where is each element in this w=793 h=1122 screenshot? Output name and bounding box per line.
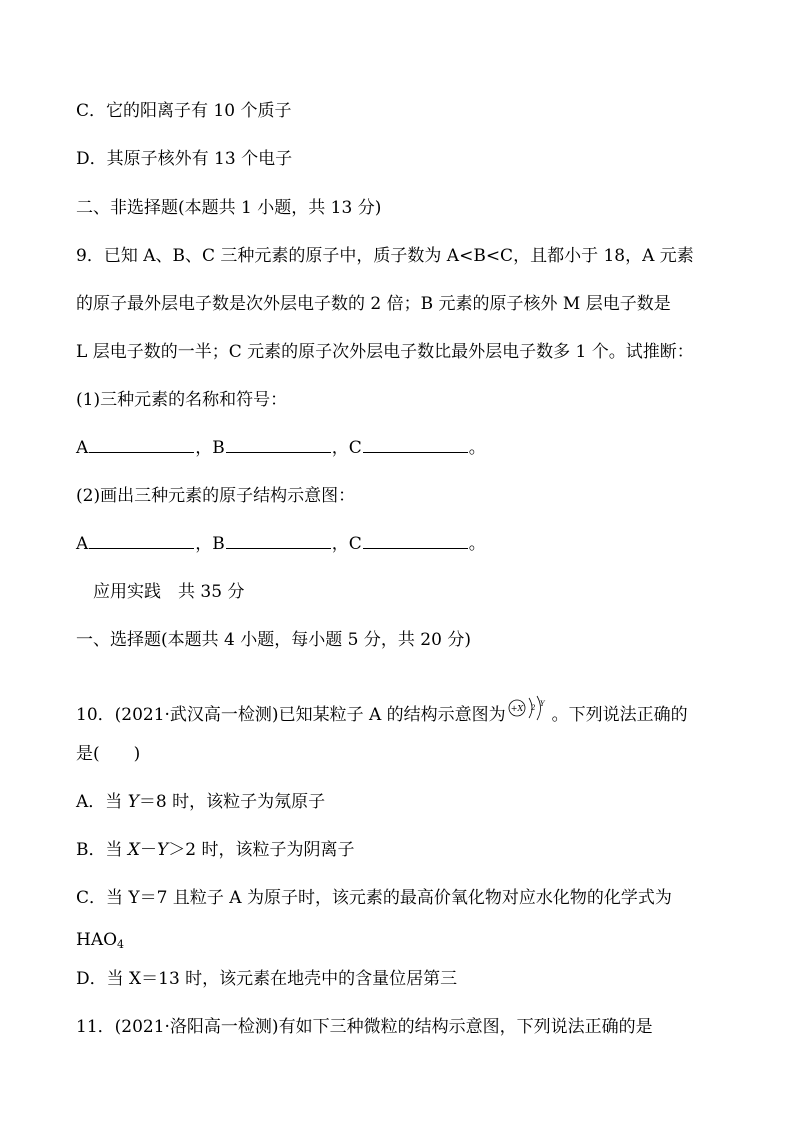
question-10-text: 10．(2021·武汉高一检测)已知某粒子 A 的结构示意图为 (76, 705, 506, 725)
atom-structure-diagram (507, 694, 551, 730)
question-9-line-1: 9．已知 A、B、C 三种元素的原子中，质子数为 A<B<C，且都小于 18，A 元素 (76, 246, 694, 266)
blank-end: 。 (468, 438, 486, 458)
question-9-line-3: L 层电子数的一半；C 元素的原子次外层电子数比最外层电子数多 1 个。试推断： (76, 342, 694, 362)
question-10-line-2: 是( ) (76, 744, 141, 764)
section-title-application: 应用实践 共 35 分 (93, 582, 245, 602)
formula-subscript: 4 (117, 938, 125, 951)
formula-text: HAO (76, 930, 118, 950)
section-heading-non-choice: 二、非选择题(本题共 1 小题，共 13 分) (76, 198, 382, 218)
blank-end: 。 (468, 534, 486, 554)
answer-blank[interactable] (226, 438, 331, 453)
question-11-line-1: 11．(2021·洛阳高一检测)有如下三种微粒的结构示意图，下列说法正确的是 (76, 1017, 653, 1037)
blank-label-b: ，B (195, 438, 225, 458)
section-heading-choice: 一、选择题(本题共 4 小题，每小题 5 分，共 20 分) (76, 630, 471, 650)
answer-blank[interactable] (363, 534, 468, 549)
option-a-line: A．当 Y＝8 时，该粒子为氖原子 (76, 792, 326, 812)
answer-blank[interactable] (226, 534, 331, 549)
option-c-line: C．它的阳离子有 10 个质子 (76, 101, 292, 121)
blank-label-a: A (76, 534, 89, 554)
answer-blank[interactable] (89, 534, 194, 549)
blank-label-c: ，C (331, 534, 362, 554)
question-10-text-end: 。下列说法正确的 (551, 705, 688, 725)
diagram-shell1-label: 2 (530, 704, 536, 712)
question-9-part-2: (2)画出三种元素的原子结构示意图： (76, 486, 356, 506)
answer-blanks-row-1 (76, 437, 486, 459)
formula-line (76, 929, 124, 956)
variable-y: Y (127, 792, 139, 812)
blank-label-c: ，C (331, 438, 362, 458)
diagram-nucleus-label: +X (510, 704, 523, 713)
option-d-line: D．其原子核外有 13 个电子 (76, 149, 293, 169)
answer-blank[interactable] (89, 438, 194, 453)
option-d-line-q10: D．当 X＝13 时，该元素在地壳中的含量位居第三 (76, 969, 458, 989)
answer-blank[interactable] (363, 438, 468, 453)
variable-y: Y (157, 840, 169, 860)
question-9-part-1: (1)三种元素的名称和符号： (76, 390, 288, 410)
blank-label-b: ，B (195, 534, 225, 554)
variable-x: X (127, 840, 141, 860)
blank-label-a: A (76, 438, 89, 458)
option-c-line-q10: C．当 Y＝7 且粒子 A 为原子时，该元素的最高价氧化物对应水化物的化学式为 (76, 888, 672, 908)
option-b-line: B．当 X－Y＞2 时，该粒子为阴离子 (76, 840, 355, 860)
question-9-line-2: 的原子最外层电子数是次外层电子数的 2 倍；B 元素的原子核外 M 层电子数是 (76, 294, 671, 314)
answer-blanks-row-2 (76, 533, 486, 555)
question-10-line-1 (76, 694, 688, 730)
diagram-shell2-label: Y (539, 700, 545, 708)
